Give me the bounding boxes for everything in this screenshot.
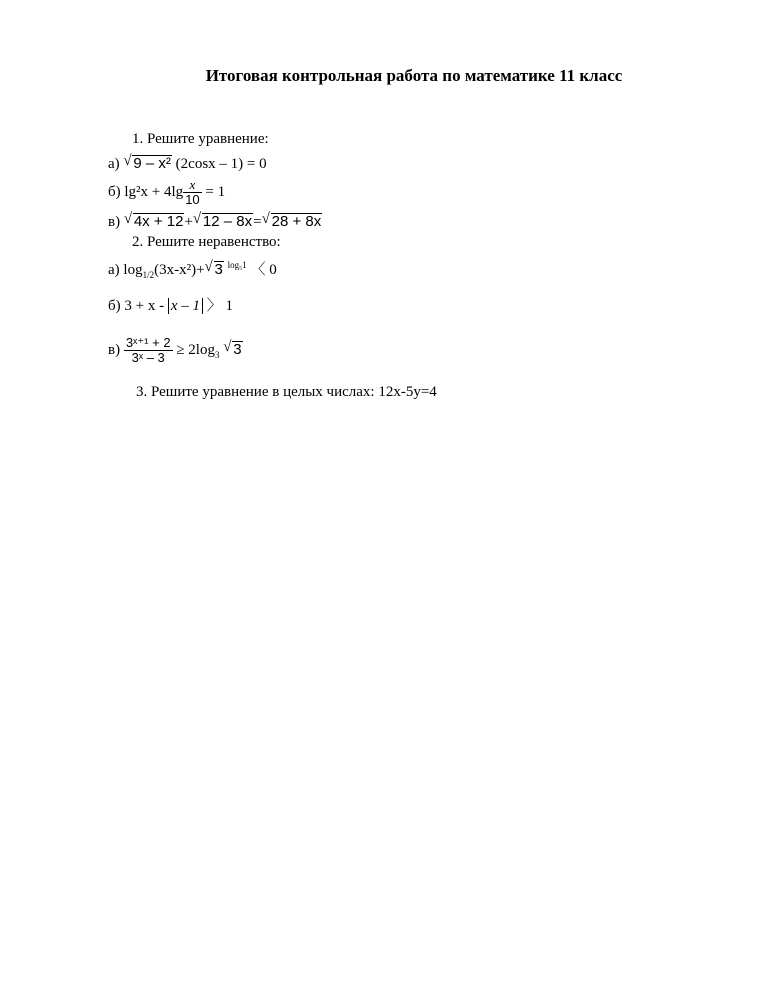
task1-a-rest: (2cosx – 1) = 0 (171, 156, 267, 172)
task1-heading: 1. Решите уравнение: (132, 131, 269, 147)
task2-a-log: log (123, 262, 143, 278)
task1-item-a (108, 155, 267, 173)
task2-b-start: 3 + x - (124, 298, 168, 314)
task2-a-base: 1/2 (142, 270, 155, 280)
task1-b-den: 10 (185, 192, 200, 207)
task2-c-rel: ≥ 2log (176, 341, 215, 358)
task2-c-rad: 3 (233, 340, 242, 358)
sqrt-expression: √ 28 + 8x (261, 211, 322, 230)
sqrt-expression: √ 9 – x² (123, 153, 171, 172)
sqrt-expression: √ 12 – 8x (192, 211, 253, 230)
fraction (183, 178, 201, 207)
task1-a-label: а) (108, 156, 120, 172)
task1-c-r3: 28 + 8x (271, 213, 322, 230)
task2-c-label: в) (108, 341, 121, 358)
task2-b-rel: 〉 1 (206, 298, 234, 314)
task2-a-rel: 〈 0 (250, 262, 277, 278)
task2-a-exp: log₅1 (227, 260, 247, 270)
task1-b-num: x (183, 178, 201, 193)
sqrt-expression: √ 4x + 12 (123, 211, 184, 230)
task2-a-arg: (3x-x²)+ (154, 262, 205, 278)
task2-b-label: б) (108, 298, 121, 314)
task2-b-abs: x – 1 (168, 298, 203, 314)
sqrt-expression: √ 3 (204, 259, 223, 278)
task2-heading: 2. Решите неравенство: (132, 234, 281, 250)
task1-b-end: = 1 (201, 183, 226, 200)
task1-c-r2: 12 – 8x (202, 213, 253, 230)
task2-c-base: 3 (214, 349, 220, 360)
task1-c-label: в) (108, 214, 121, 230)
task1-a-radicand: 9 – x² (133, 155, 171, 172)
task1-c-eq: = (253, 214, 262, 230)
task3-heading: 3. Решите уравнение в целых числах: 12x-5y=4 (136, 384, 437, 400)
task2-a-label: а) (108, 262, 120, 278)
task1-b-start: lg²x + 4lg (124, 183, 184, 200)
fraction (124, 336, 173, 365)
page-title: Итоговая контрольная работа по математике 11 класс (205, 66, 623, 85)
task2-item-a (108, 258, 277, 280)
task2-c-den: 3ˣ – 3 (131, 350, 165, 365)
task2-item-b (108, 294, 233, 315)
task1-item-b (108, 178, 225, 207)
task2-item-c (108, 336, 243, 365)
task2-c-num: 3ˣ⁺¹ + 2 (125, 335, 171, 350)
task1-c-plus: + (184, 214, 193, 230)
sqrt-expression: √ 3 (223, 338, 242, 358)
task1-b-label: б) (108, 183, 121, 200)
task1-c-r1: 4x + 12 (133, 213, 184, 230)
task1-item-c (108, 213, 322, 231)
task2-a-rad: 3 (214, 261, 223, 278)
